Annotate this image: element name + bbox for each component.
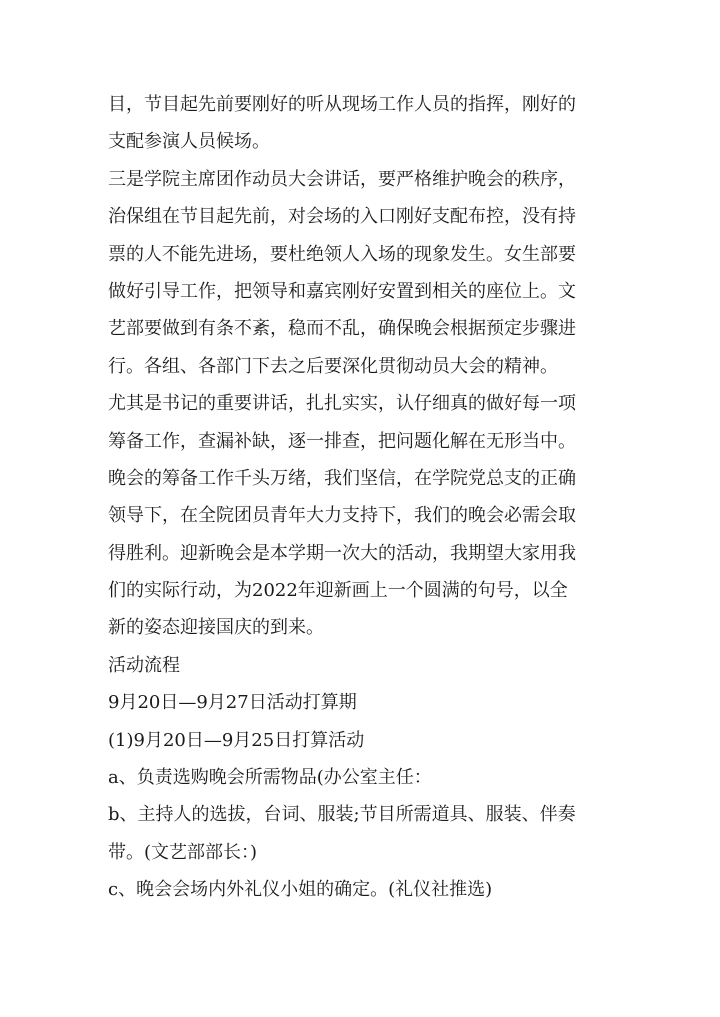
text-line: 尤其是书记的重要讲话，扎扎实实，认仔细真的做好每一项 xyxy=(108,393,576,415)
text-line: 行。各组、各部门下去之后要深化贯彻动员大会的精神。 xyxy=(108,355,558,377)
text-line: 筹备工作，查漏补缺，逐一排查，把问题化解在无形当中。 xyxy=(108,430,576,452)
text-line: 领导下，在全院团员青年大力支持下，我们的晚会必需会取 xyxy=(108,505,576,527)
text-line: 们的实际行动，为2022年迎新画上一个圆满的句号，以全 xyxy=(108,580,568,602)
text-line: 治保组在节目起先前，对会场的入口刚好支配布控，没有持 xyxy=(108,206,576,228)
text-line: 艺部要做到有条不紊，稳而不乱，确保晚会根据预定步骤进 xyxy=(108,318,576,340)
list-item: b、主持人的选拔，台词、服装;节目所需道具、服装、伴奏 xyxy=(108,804,576,826)
text-line: 票的人不能先进场，要杜绝领人入场的现象发生。女生部要 xyxy=(108,243,576,265)
schedule-subperiod: (1)9月20日—9月25日打算活动 xyxy=(108,729,365,751)
schedule-period: 9月20日—9月27日活动打算期 xyxy=(108,692,357,714)
text-line: 新的姿态迎接国庆的到来。 xyxy=(108,617,324,639)
text-line: 支配参演人员候场。 xyxy=(108,131,270,153)
document-body xyxy=(108,86,628,909)
text-line: 得胜利。迎新晚会是本学期一次大的活动，我期望大家用我 xyxy=(108,542,576,564)
text-line: 目，节目起先前要刚好的听从现场工作人员的指挥，刚好的 xyxy=(108,94,576,115)
list-item: c、晚会会场内外礼仪小姐的确定。(礼仪社推选) xyxy=(108,879,493,901)
text-line: 晚会的筹备工作千头万绪，我们坚信，在学院党总支的正确 xyxy=(108,467,576,489)
list-item-continuation: 带。(文艺部部长：) xyxy=(108,841,258,863)
section-heading: 活动流程 xyxy=(108,654,180,676)
text-line: 三是学院主席团作动员大会讲话，要严格维护晚会的秩序， xyxy=(108,168,576,190)
list-item: a、负责选购晚会所需物品(办公室主任： xyxy=(108,767,432,789)
text-line: 做好引导工作，把领导和嘉宾刚好安置到相关的座位上。文 xyxy=(108,280,576,302)
